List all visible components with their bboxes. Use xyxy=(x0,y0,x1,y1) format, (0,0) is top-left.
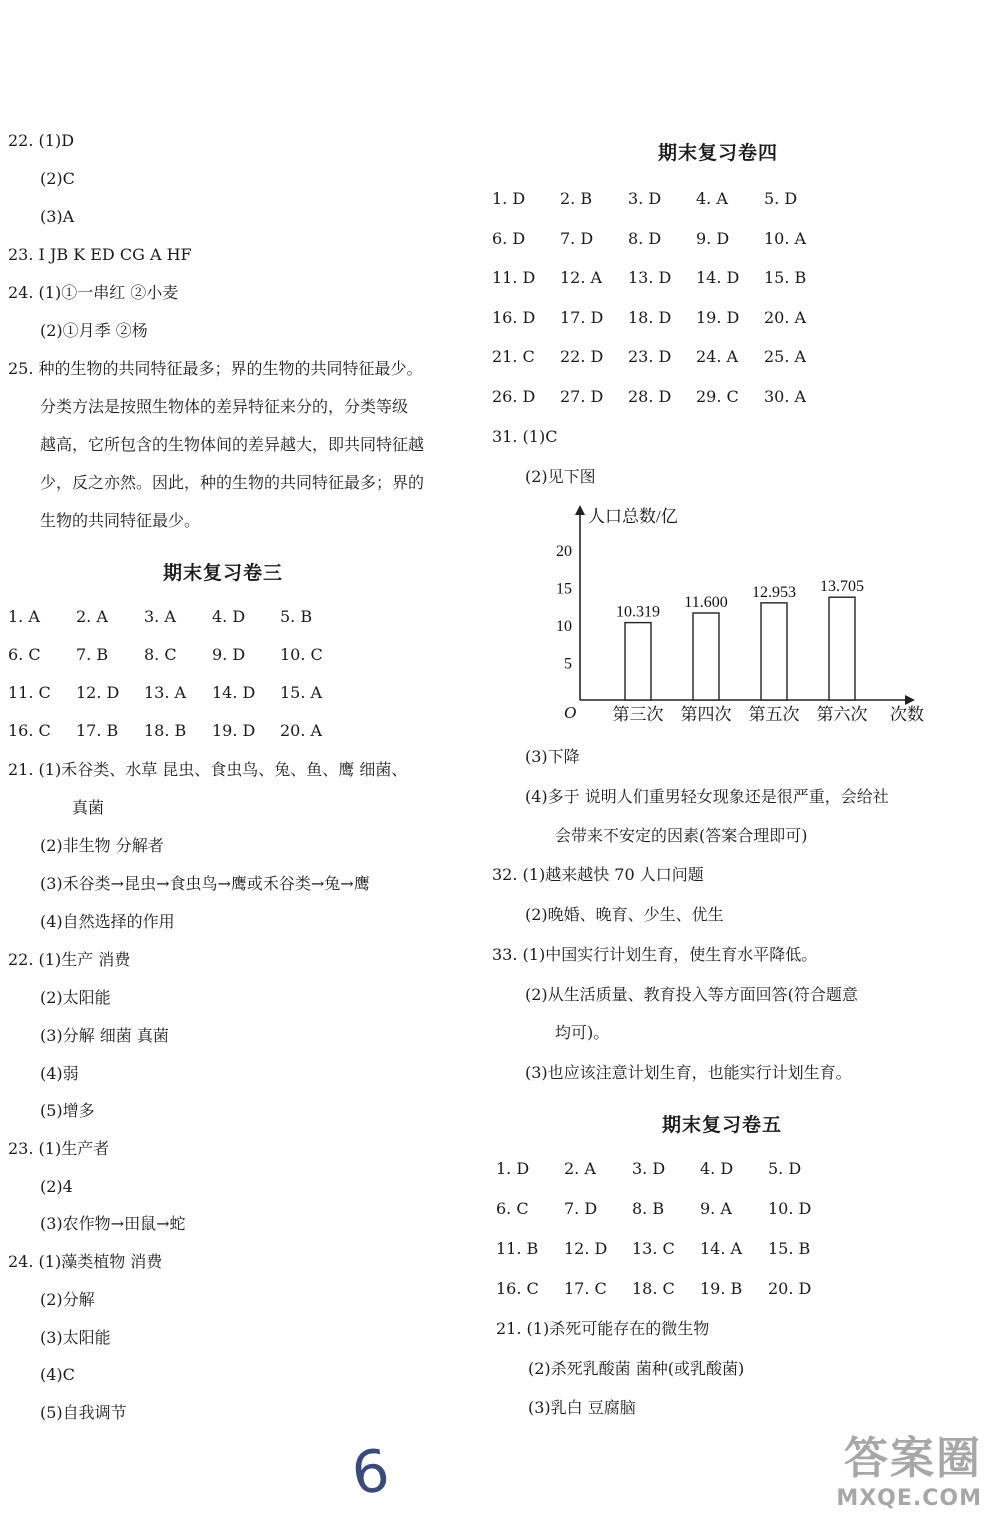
answer-cell: 18. D xyxy=(628,308,672,327)
answer-cell: 19. D xyxy=(212,721,256,740)
answer-line: (3)乳白 豆腐脑 xyxy=(528,1398,636,1417)
answer-cell: 3. D xyxy=(628,189,662,208)
origin-label: O xyxy=(564,703,577,722)
answer-line: 会带来不安定的因素(答案合理即可) xyxy=(555,826,808,845)
answer-line: (2)晚婚、晚育、少生、优生 xyxy=(525,905,724,924)
answer-line: (2)4 xyxy=(40,1177,73,1196)
answer-cell: 8. D xyxy=(628,229,662,248)
answer-line: (3)农作物→田鼠→蛇 xyxy=(40,1214,186,1233)
x-axis-arrow xyxy=(905,695,915,705)
answer-cell: 17. C xyxy=(564,1279,607,1298)
answer-cell: 19. D xyxy=(696,308,740,327)
answer-cell: 13. D xyxy=(628,268,672,287)
answer-line: 22. (1)生产 消费 xyxy=(8,950,131,969)
x-axis-label: 次数 xyxy=(890,705,924,724)
y-tick-label: 20 xyxy=(556,543,572,560)
answer-cell: 3. A xyxy=(144,607,176,626)
y-tick-label: 15 xyxy=(556,580,572,598)
answer-line: 22. (1)D xyxy=(8,131,75,150)
bar-value-label: 13.705 xyxy=(820,578,864,596)
bar-value-label: 10.319 xyxy=(616,603,660,621)
answer-cell: 2. A xyxy=(564,1159,596,1178)
answer-cell: 14. A xyxy=(700,1239,743,1258)
answer-cell: 19. B xyxy=(700,1279,743,1298)
answer-line: 越高，它所包含的生物体间的差异越大，即共同特征越 xyxy=(40,435,425,454)
answer-cell: 23. D xyxy=(628,347,672,366)
answer-cell: 20. A xyxy=(764,308,807,327)
y-axis-label: 人口总数/亿 xyxy=(588,507,678,526)
answer-row xyxy=(492,386,832,408)
bar-value-label: 11.600 xyxy=(684,594,728,611)
answer-line: (2)C xyxy=(40,169,75,188)
answer-line: (5)增多 xyxy=(40,1101,95,1120)
answer-cell: 27. D xyxy=(560,387,604,406)
answer-cell: 17. B xyxy=(76,721,119,740)
answer-line: (3)下降 xyxy=(525,747,580,766)
answer-cell: 4. D xyxy=(700,1159,734,1178)
answer-cell: 1. D xyxy=(492,189,526,208)
handwritten-page-number: 6 xyxy=(347,1435,394,1509)
answer-cell: 21. C xyxy=(492,347,535,366)
answer-cell: 15. B xyxy=(764,268,807,287)
answer-cell: 4. D xyxy=(212,607,246,626)
answer-row xyxy=(8,720,348,742)
answer-cell: 25. A xyxy=(764,347,807,366)
answer-line: (3)分解 细菌 真菌 xyxy=(40,1026,169,1045)
answer-cell: 12. D xyxy=(564,1239,608,1258)
section-title: 期末复习卷四 xyxy=(658,142,779,164)
answer-cell: 6. D xyxy=(492,229,526,248)
answer-line: 31. (1)C xyxy=(492,427,558,446)
answer-cell: 14. D xyxy=(212,683,256,702)
answer-cell: 16. C xyxy=(496,1279,539,1298)
answer-cell: 5. D xyxy=(768,1159,802,1178)
x-tick-label: 第五次 xyxy=(748,705,800,724)
section-title: 期末复习卷五 xyxy=(662,1114,783,1136)
answer-cell: 11. B xyxy=(496,1239,539,1258)
answer-cell: 16. C xyxy=(8,721,51,740)
answer-row xyxy=(492,346,832,368)
answer-row xyxy=(496,1238,836,1260)
answer-cell: 28. D xyxy=(628,387,672,406)
answer-line: 21. (1)杀死可能存在的微生物 xyxy=(496,1319,710,1338)
answer-cell: 9. D xyxy=(696,229,730,248)
answer-cell: 18. C xyxy=(632,1279,675,1298)
answer-line: 23. (1)生产者 xyxy=(8,1139,110,1158)
answer-line: (2)从生活质量、教育投入等方面回答(符合题意 xyxy=(525,985,858,1004)
answer-cell: 20. A xyxy=(280,721,323,740)
answer-cell: 11. C xyxy=(8,683,51,702)
answer-line: (2)太阳能 xyxy=(40,988,111,1007)
answer-line: (3)禾谷类→昆虫→食虫鸟→鹰或禾谷类→兔→鹰 xyxy=(40,874,370,893)
bar xyxy=(693,613,719,700)
answer-line: 23. I JB K ED CG A HF xyxy=(8,245,192,264)
answer-line: (2)①月季 ②杨 xyxy=(40,321,148,340)
answer-cell: 15. A xyxy=(280,683,323,702)
answer-row xyxy=(8,644,348,666)
answer-row xyxy=(492,267,832,289)
answer-cell: 8. C xyxy=(144,645,177,664)
answer-cell: 16. D xyxy=(492,308,536,327)
y-tick-label: 5 xyxy=(564,655,572,673)
answer-cell: 6. C xyxy=(496,1199,529,1218)
answer-cell: 14. D xyxy=(696,268,740,287)
answer-cell: 4. A xyxy=(696,189,728,208)
answer-cell: 24. A xyxy=(696,347,739,366)
answer-line: (4)C xyxy=(40,1365,75,1384)
answer-row xyxy=(492,188,832,210)
answer-cell: 5. B xyxy=(280,607,313,626)
answer-cell: 13. C xyxy=(632,1239,675,1258)
answer-cell: 2. B xyxy=(560,189,593,208)
x-tick-label: 第六次 xyxy=(816,705,868,724)
answer-line: 33. (1)中国实行计划生育，使生育水平降低。 xyxy=(492,945,818,964)
answer-row xyxy=(8,682,348,704)
answer-cell: 9. D xyxy=(212,645,246,664)
answer-line: (3)A xyxy=(40,207,75,226)
watermark-logo xyxy=(836,1422,982,1511)
answer-cell: 18. B xyxy=(144,721,187,740)
answer-line: 25. 种的生物的共同特征最多；界的生物的共同特征最少。 xyxy=(8,359,423,378)
answer-line: 32. (1)越来越快 70 人口问题 xyxy=(492,865,704,884)
answer-line: 均可)。 xyxy=(555,1023,610,1042)
answer-line: 21. (1)禾谷类、水草 昆虫、食虫鸟、兔、鱼、鹰 细菌、 xyxy=(8,760,408,779)
answer-cell: 2. A xyxy=(76,607,108,626)
answer-cell: 26. D xyxy=(492,387,536,406)
answer-cell: 12. A xyxy=(560,268,603,287)
answer-line: (4)弱 xyxy=(40,1064,79,1083)
answer-cell: 13. A xyxy=(144,683,187,702)
answer-cell: 11. D xyxy=(492,268,536,287)
answer-line: (4)多于 说明人们重男轻女现象还是很严重，会给社 xyxy=(525,787,889,806)
answer-row xyxy=(496,1278,836,1300)
answer-line: 分类方法是按照生物体的差异特征来分的，分类等级 xyxy=(40,397,409,416)
answer-line: (4)自然选择的作用 xyxy=(40,912,175,931)
answer-row xyxy=(496,1198,836,1220)
section-title: 期末复习卷三 xyxy=(163,562,284,584)
answer-cell: 20. D xyxy=(768,1279,812,1298)
answer-row xyxy=(8,606,348,628)
y-axis-arrow xyxy=(575,505,585,515)
answer-line: (2)非生物 分解者 xyxy=(40,836,164,855)
answer-cell: 7. D xyxy=(564,1199,598,1218)
x-tick-label: 第三次 xyxy=(612,705,664,724)
answer-line: (3)太阳能 xyxy=(40,1328,111,1347)
answer-cell: 9. A xyxy=(700,1199,732,1218)
answer-cell: 6. C xyxy=(8,645,41,664)
answer-row xyxy=(496,1158,836,1180)
answer-line: (2)分解 xyxy=(40,1290,95,1309)
answer-cell: 7. B xyxy=(76,645,109,664)
bar xyxy=(625,623,651,700)
answer-line: 生物的共同特征最少。 xyxy=(40,511,201,530)
answer-line: (2)杀死乳酸菌 菌种(或乳酸菌) xyxy=(528,1359,745,1378)
answer-row xyxy=(492,228,832,250)
watermark-title: 答案圈 xyxy=(844,1433,982,1484)
answer-cell: 22. D xyxy=(560,347,604,366)
answer-cell: 1. D xyxy=(496,1159,530,1178)
answer-line: (5)自我调节 xyxy=(40,1403,127,1422)
bar xyxy=(761,603,787,700)
answer-cell: 5. D xyxy=(764,189,798,208)
answer-cell: 29. C xyxy=(696,387,739,406)
watermark-url: MXQE.COM xyxy=(836,1486,982,1511)
population-bar-chart xyxy=(540,500,940,740)
answer-cell: 10. D xyxy=(768,1199,812,1218)
answer-row xyxy=(492,307,832,329)
x-tick-label: 第四次 xyxy=(680,705,732,724)
answer-cell: 7. D xyxy=(560,229,594,248)
answer-cell: 8. B xyxy=(632,1199,665,1218)
answer-cell: 10. C xyxy=(280,645,323,664)
bar-value-label: 12.953 xyxy=(752,583,796,601)
answer-line: 24. (1)①一串红 ②小麦 xyxy=(8,283,179,302)
answer-cell: 15. B xyxy=(768,1239,811,1258)
answer-cell: 17. D xyxy=(560,308,604,327)
y-tick-label: 10 xyxy=(556,618,572,635)
answer-line: 24. (1)藻类植物 消费 xyxy=(8,1252,163,1271)
answer-cell: 1. A xyxy=(8,607,40,626)
answer-line: 少，反之亦然。因此，种的生物的共同特征最多；界的 xyxy=(40,473,425,492)
answer-line: (3)也应该注意计划生育，也能实行计划生育。 xyxy=(525,1063,852,1082)
answer-line: 真菌 xyxy=(72,798,105,817)
answer-cell: 30. A xyxy=(764,387,807,406)
answer-line: (2)见下图 xyxy=(525,467,596,486)
answer-cell: 3. D xyxy=(632,1159,666,1178)
answer-cell: 12. D xyxy=(76,683,120,702)
bar xyxy=(829,597,855,700)
answer-cell: 10. A xyxy=(764,229,807,248)
